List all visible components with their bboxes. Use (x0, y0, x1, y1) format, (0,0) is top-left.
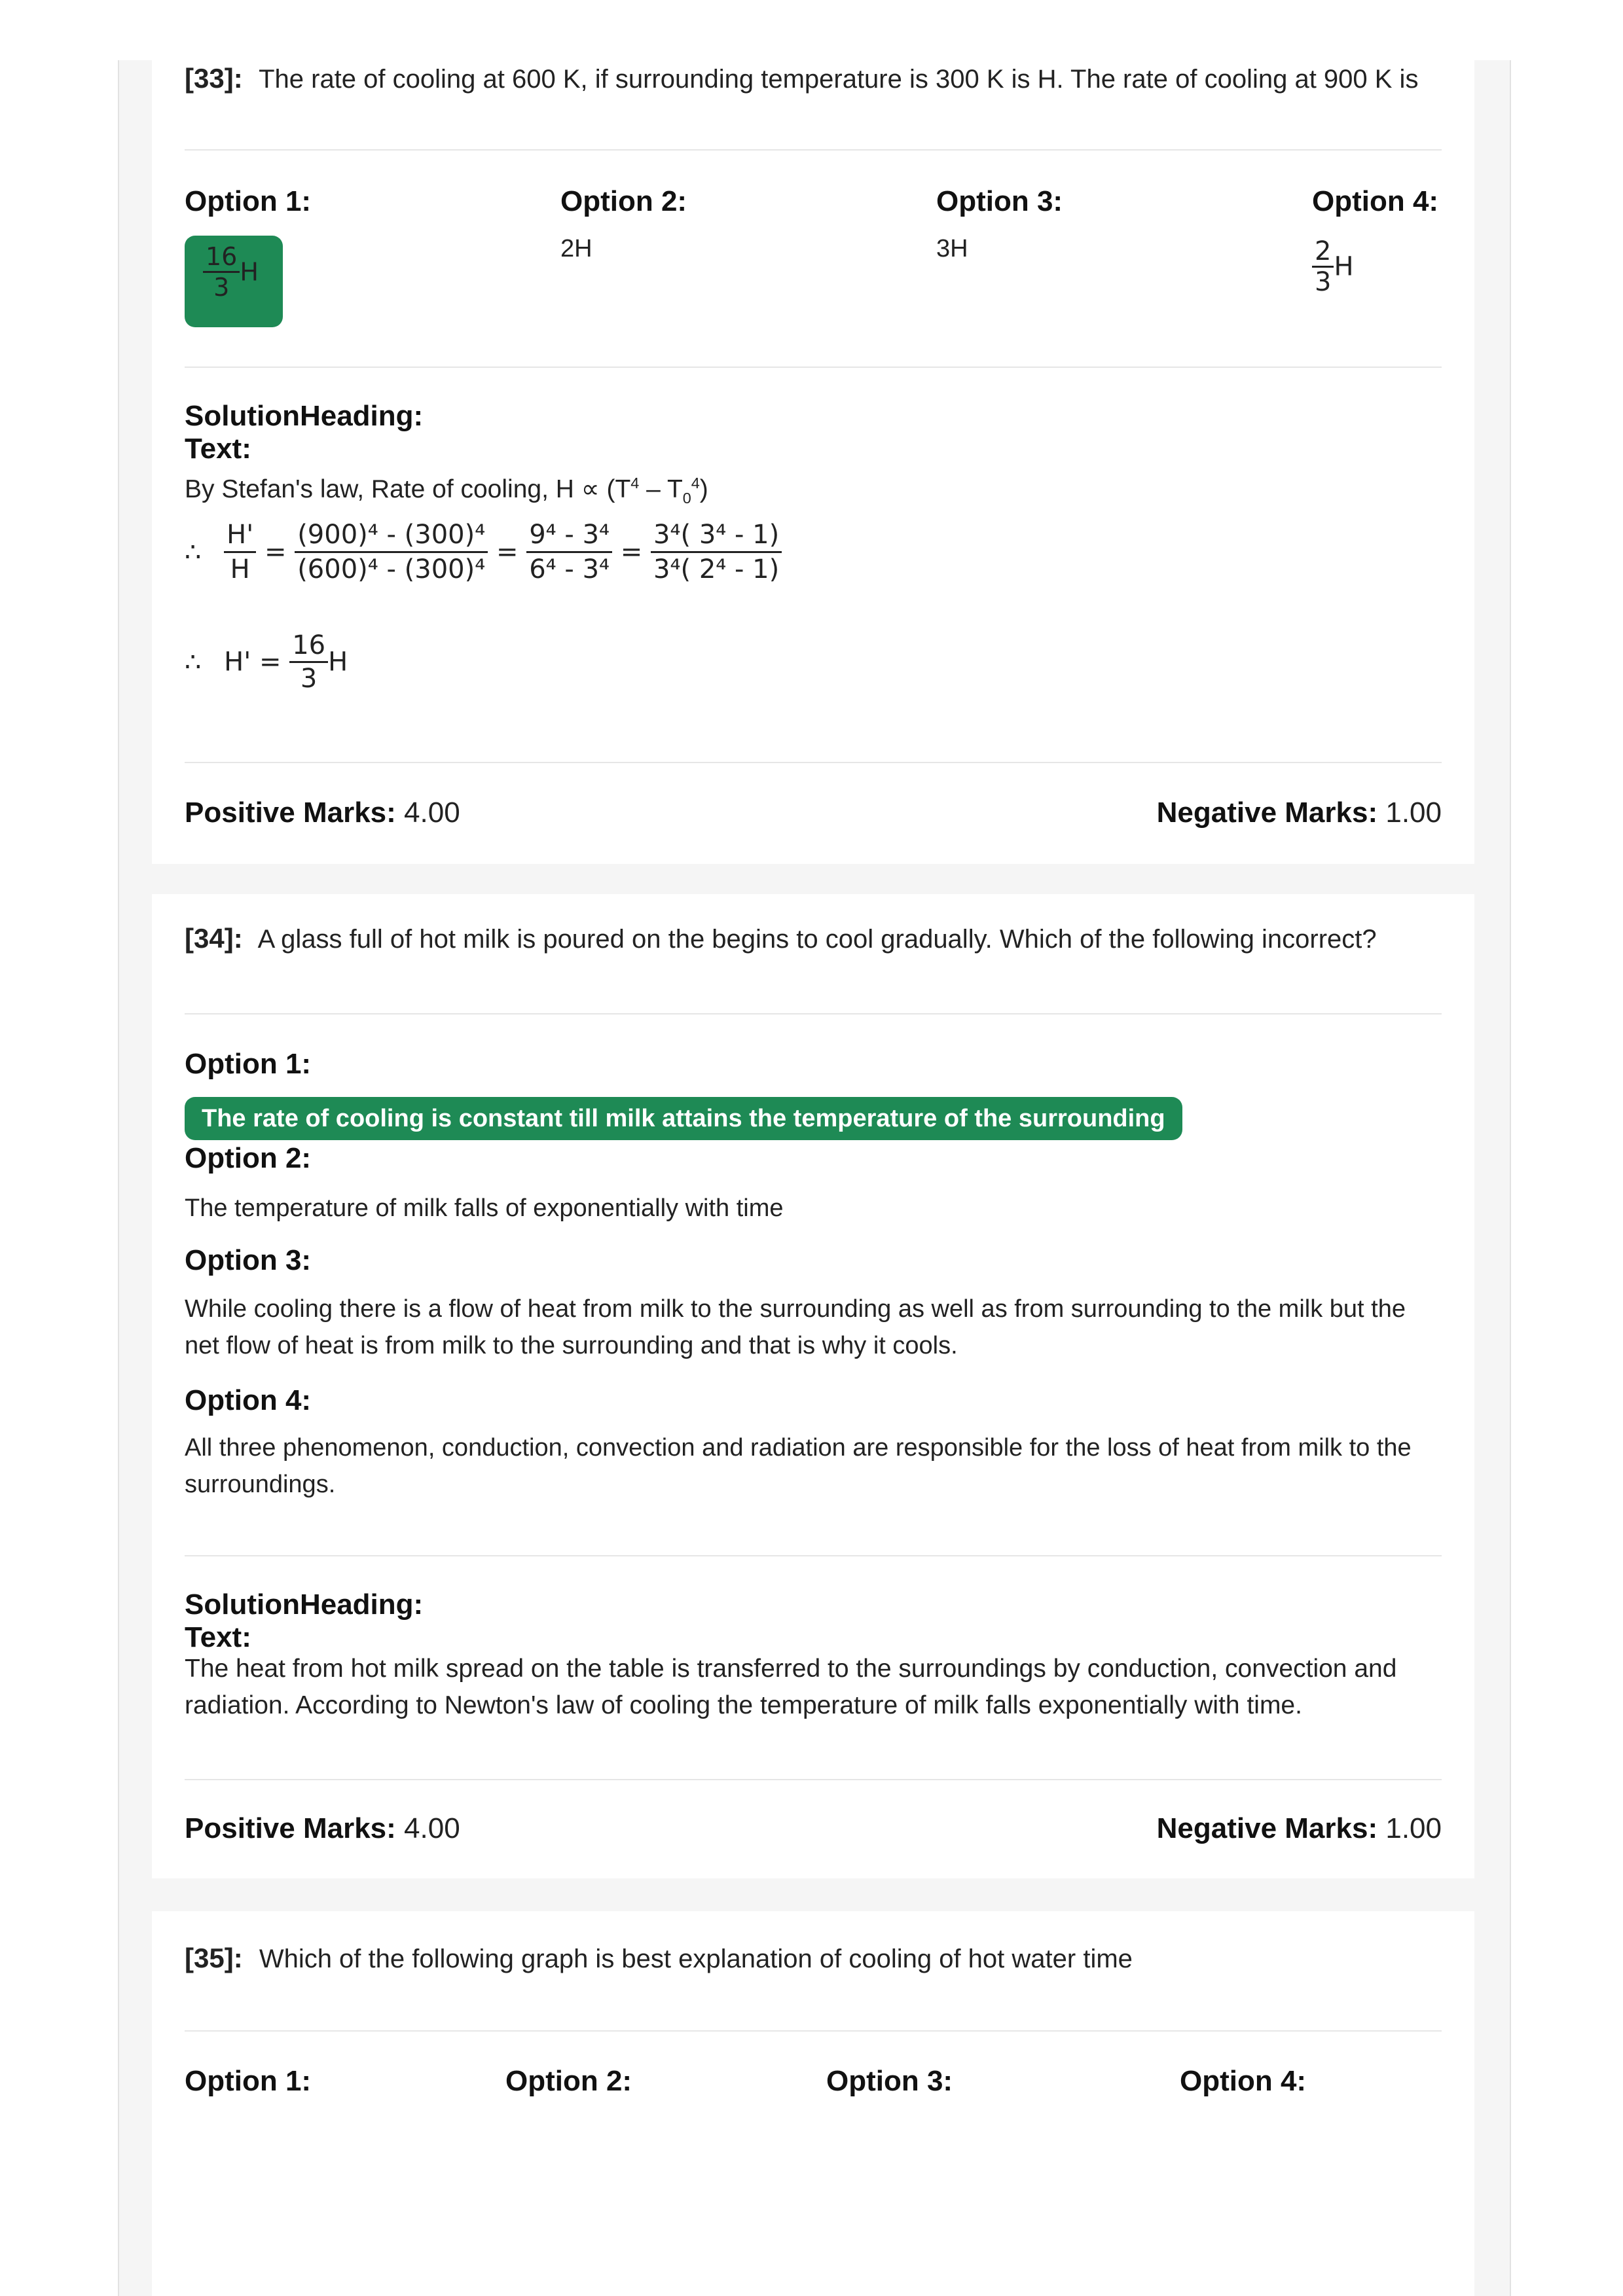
option-3-label: Option 3: (185, 1244, 312, 1276)
option-2-label: Option 2: (560, 185, 687, 217)
result-lhs: H' = (224, 647, 282, 677)
positive-marks-label: Positive Marks: (185, 1812, 396, 1844)
divider (185, 762, 1442, 763)
divider (185, 1013, 1442, 1014)
question-number: [33]: (185, 63, 243, 94)
option-1-suffix: H (240, 257, 259, 287)
option-4-numerator: 2 (1312, 237, 1334, 268)
solution-heading: SolutionHeading: (185, 1588, 424, 1621)
negative-marks-label: Negative Marks: (1156, 797, 1378, 829)
question-line (185, 60, 1442, 98)
negative-marks (1157, 796, 1442, 830)
option-1-numerator: 16 (203, 242, 240, 273)
divider (185, 367, 1442, 368)
fraction (1312, 237, 1334, 296)
divider (185, 149, 1442, 151)
fraction (295, 518, 488, 586)
fraction-3-numerator: 3⁴( 3⁴ - 1) (651, 518, 782, 553)
subscript: 0 (682, 489, 691, 507)
divider (185, 1779, 1442, 1780)
solution-text-part: ) (699, 475, 708, 503)
fraction (526, 518, 612, 586)
option-2-value[interactable]: The temperature of milk falls of exponentially with time (185, 1194, 784, 1222)
option-1-correct-answer[interactable] (185, 1097, 1182, 1140)
positive-marks-value: 4.00 (404, 797, 460, 829)
result-numerator: 16 (289, 630, 328, 663)
therefore-symbol: ∴ (185, 537, 202, 567)
option-1-label: Option 1: (185, 1048, 312, 1080)
option-4-label: Option 4: (185, 1384, 312, 1416)
result-equation (185, 630, 348, 694)
question-text: Which of the following graph is best explanation of cooling of hot water time (259, 1945, 1133, 1973)
option-2-value[interactable]: 2H (560, 235, 593, 262)
equals-sign: = (620, 537, 643, 567)
option-4-denominator: 3 (1315, 267, 1332, 297)
fraction (651, 518, 782, 586)
negative-marks-label: Negative Marks: (1156, 1812, 1378, 1844)
solution-heading: SolutionHeading: (185, 400, 424, 432)
question-number: [35]: (185, 1943, 243, 1973)
fraction (289, 630, 328, 694)
option-1-label: Option 1: (185, 2065, 312, 2097)
solution-text-part: – T (639, 475, 683, 503)
fraction-3-denominator: 3⁴( 2⁴ - 1) (653, 554, 780, 584)
result-suffix: H (328, 647, 348, 677)
equals-sign: = (496, 537, 519, 567)
positive-marks-label: Positive Marks: (185, 797, 396, 829)
fraction-2-numerator: 9⁴ - 3⁴ (526, 518, 612, 553)
fraction-1-denominator: (600)⁴ - (300)⁴ (297, 554, 486, 584)
option-2-label: Option 2: (185, 1142, 312, 1174)
option-4-suffix: H (1334, 251, 1354, 282)
superscript: 4 (691, 475, 700, 492)
option-4-label: Option 4: (1312, 185, 1439, 217)
option-3-value[interactable]: 3H (936, 235, 968, 262)
lhs-denominator: H (230, 554, 250, 584)
option-4-value[interactable]: All three phenomenon, conduction, convection and radiation are responsible for the loss of heat from milk to the surroundings. (185, 1434, 1412, 1498)
text-heading: Text: (185, 1621, 251, 1653)
fraction (203, 242, 240, 302)
option-2-label: Option 2: (505, 2065, 632, 2097)
stefan-equation (185, 518, 782, 586)
option-1-value: The rate of cooling is constant till milk attains the temperature of the surrounding (202, 1104, 1165, 1132)
positive-marks (185, 1812, 460, 1846)
fraction-2-denominator: 6⁴ - 3⁴ (529, 554, 610, 584)
result-denominator: 3 (300, 664, 318, 694)
divider (185, 1555, 1442, 1556)
therefore-symbol: ∴ (185, 647, 202, 677)
question-line (185, 920, 1442, 958)
divider (185, 2030, 1442, 2032)
solution-text-part: By Stefan's law, Rate of cooling, H ∝ (T (185, 475, 631, 503)
solution-text (185, 465, 708, 516)
positive-marks (185, 796, 460, 830)
equals-sign: = (264, 537, 287, 567)
lhs-numerator: H' (224, 518, 256, 553)
fraction (224, 518, 256, 586)
question-card-33 (152, 60, 1474, 864)
question-card-34 (152, 894, 1474, 1878)
superscript: 4 (630, 475, 640, 492)
option-1-label: Option 1: (185, 185, 312, 217)
question-text: The rate of cooling at 600 K, if surrounding temperature is 300 K is H. The rate of cooling at 900 K is (259, 65, 1419, 94)
negative-marks-value: 1.00 (1385, 797, 1442, 829)
option-3-label: Option 3: (936, 185, 1063, 217)
option-4-value[interactable] (1312, 237, 1354, 296)
negative-marks (1157, 1812, 1442, 1846)
positive-marks-value: 4.00 (404, 1812, 460, 1844)
solution-text: The heat from hot milk spread on the table is transferred to the surroundings by conduction, convection and radiation. According to Newton's law of cooling the temperature of milk falls exponentially with time. (185, 1655, 1397, 1719)
option-3-value[interactable]: While cooling there is a flow of heat from milk to the surrounding as well as from surrounding to the milk but the net flow of heat is from milk to the surrounding and that is why it cools. (185, 1295, 1406, 1359)
question-text: A glass full of hot milk is poured on the begins to cool gradually. Which of the following incorrect? (257, 925, 1377, 954)
fraction-1-numerator: (900)⁴ - (300)⁴ (295, 518, 488, 553)
option-1-correct-answer[interactable] (185, 236, 283, 327)
option-3-label: Option 3: (826, 2065, 953, 2097)
text-heading: Text: (185, 433, 251, 465)
option-4-label: Option 4: (1180, 2065, 1307, 2097)
question-number: [34]: (185, 923, 243, 954)
question-line (185, 1940, 1442, 1977)
question-card-35 (152, 1911, 1474, 2296)
option-1-denominator: 3 (213, 273, 230, 302)
negative-marks-value: 1.00 (1385, 1812, 1442, 1844)
